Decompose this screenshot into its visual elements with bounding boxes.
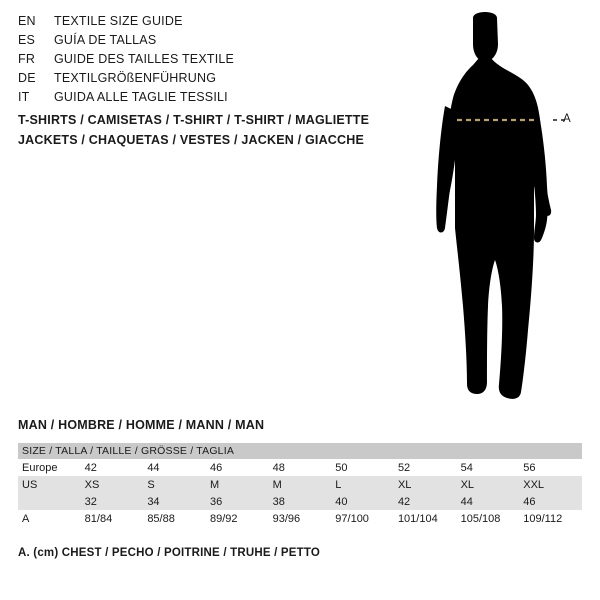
- cell-value: 46: [206, 459, 269, 476]
- language-list: [18, 14, 418, 109]
- cell-value: 40: [331, 493, 394, 510]
- language-code: IT: [18, 90, 30, 104]
- language-row: [18, 14, 418, 33]
- language-text: GUÍA DE TALLAS: [54, 33, 157, 47]
- cell-value: XL: [457, 476, 520, 493]
- cell-value: 93/96: [269, 510, 332, 527]
- cell-value: 50: [331, 459, 394, 476]
- body-figure: [395, 10, 595, 410]
- table-header-label: SIZE / TALLA / TAILLE / GRÖSSE / TAGLIA: [18, 443, 582, 459]
- size-table: [18, 443, 582, 527]
- category-list: [18, 110, 438, 150]
- cell-value: 105/108: [457, 510, 520, 527]
- cell-value: 101/104: [394, 510, 457, 527]
- cell-value: 42: [394, 493, 457, 510]
- chest-measure-label: A: [563, 113, 572, 125]
- row-label: US: [18, 476, 81, 493]
- cell-value: S: [143, 476, 206, 493]
- cell-value: 42: [81, 459, 144, 476]
- language-row: [18, 90, 418, 109]
- cell-value: 36: [206, 493, 269, 510]
- cell-value: 44: [457, 493, 520, 510]
- cell-value: 46: [519, 493, 582, 510]
- row-label: [18, 493, 81, 510]
- table-header-row: [18, 443, 582, 459]
- cell-value: 48: [269, 459, 332, 476]
- cell-value: 109/112: [519, 510, 582, 527]
- cell-value: XXL: [519, 476, 582, 493]
- cell-value: M: [269, 476, 332, 493]
- table-row: [18, 459, 582, 476]
- row-label: Europe: [18, 459, 81, 476]
- table-row: [18, 493, 582, 510]
- language-code: FR: [18, 52, 36, 66]
- category-line-tshirts: T-SHIRTS / CAMISETAS / T-SHIRT / T-SHIRT / MAGLIETTE: [18, 113, 370, 127]
- table-row: [18, 510, 582, 527]
- cell-value: M: [206, 476, 269, 493]
- cell-value: 54: [457, 459, 520, 476]
- language-text: TEXTILGRÖßENFÜHRUNG: [54, 71, 217, 85]
- category-line-jackets: JACKETS / CHAQUETAS / VESTES / JACKEN / GIACCHE: [18, 133, 365, 147]
- language-code: EN: [18, 14, 36, 28]
- language-row: [18, 33, 418, 52]
- language-row: [18, 71, 418, 90]
- cell-value: 89/92: [206, 510, 269, 527]
- cell-value: 52: [394, 459, 457, 476]
- cell-value: 44: [143, 459, 206, 476]
- cell-value: XS: [81, 476, 144, 493]
- language-code: ES: [18, 33, 36, 47]
- language-code: DE: [18, 71, 36, 85]
- table-row: [18, 476, 582, 493]
- language-text: GUIDA ALLE TAGLIE TESSILI: [54, 90, 228, 104]
- cell-value: 97/100: [331, 510, 394, 527]
- cell-value: 81/84: [81, 510, 144, 527]
- language-text: GUIDE DES TAILLES TEXTILE: [54, 52, 235, 66]
- cell-value: 56: [519, 459, 582, 476]
- cell-value: XL: [394, 476, 457, 493]
- cell-value: L: [331, 476, 394, 493]
- language-row: [18, 52, 418, 71]
- row-label: A: [18, 510, 81, 527]
- table-section-title: MAN / HOMBRE / HOMME / MANN / MAN: [18, 418, 265, 432]
- cell-value: 34: [143, 493, 206, 510]
- cell-value: 32: [81, 493, 144, 510]
- cell-value: 85/88: [143, 510, 206, 527]
- male-silhouette-icon: [395, 10, 595, 410]
- size-table-wrapper: [18, 443, 582, 527]
- cell-value: 38: [269, 493, 332, 510]
- language-text: TEXTILE SIZE GUIDE: [54, 14, 183, 28]
- table-footnote: A. (cm) CHEST / PECHO / POITRINE / TRUHE / PETTO: [18, 547, 321, 559]
